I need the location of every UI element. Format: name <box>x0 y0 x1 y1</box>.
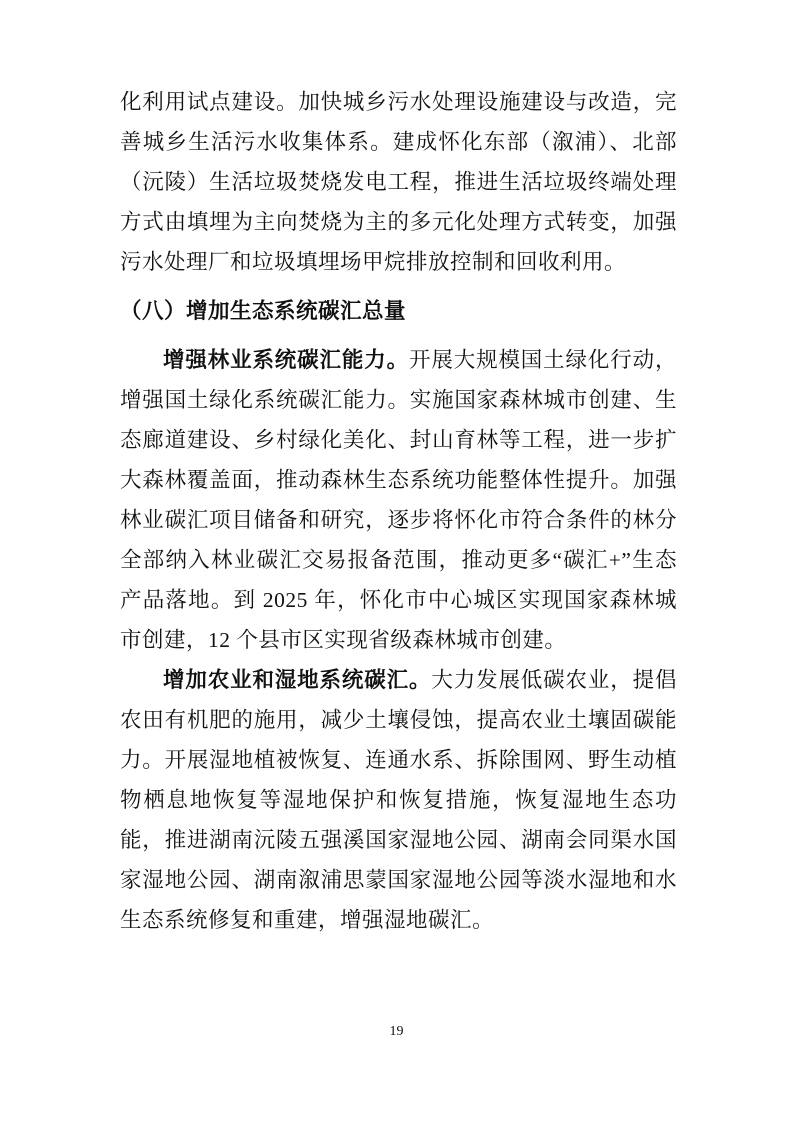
page-content <box>120 82 677 940</box>
paragraph-lead-forestry: 增强林业系统碳汇能力。 <box>163 348 409 372</box>
paragraph-body-agriculture-wetland: 大力发展低碳农业，提倡农田有机肥的施用，减少土壤侵蚀，提高农业土壤固碳能力。开展湿地植被恢复、连通水系、拆除围网、野生动植物栖息地恢复等湿地保护和恢复措施，恢复湿地生态功能，推进湖南沅陵五强溪国家湿地公园、湖南会同渠水国家湿地公园、湖南溆浦思蒙国家湿地公园等淡水湿地和水生态系统修复和重建，增强湿地碳汇。 <box>120 668 677 932</box>
paragraph-agriculture-wetland-carbon-sink <box>120 660 677 940</box>
paragraph-body-forestry: 开展大规模国土绿化行动，增强国土绿化系统碳汇能力。实施国家森林城市创建、生态廊道建设、乡村绿化美化、封山育林等工程，进一步扩大森林覆盖面，推动森林生态系统功能整体性提升。加强林业碳汇项目储备和研究，逐步将怀化市符合条件的林分全部纳入林业碳汇交易报备范围，推动更多“碳汇+”生态产品落地。到 2025 年，怀化市中心城区实现国家森林城市创建，12 个县市区实现省级森林城市创建。 <box>120 348 677 652</box>
section-heading-eight: （八）增加生态系统碳汇总量 <box>120 299 407 323</box>
paragraph-lead-agriculture-wetland: 增加农业和湿地系统碳汇。 <box>163 668 432 692</box>
paragraph-waste-water-continued: 化利用试点建设。加快城乡污水处理设施建设与改造，完善城乡生活污水收集体系。建成怀化东部（溆浦）、北部（沅陵）生活垃圾焚烧发电工程，推进生活垃圾终端处理方式由填埋为主向焚烧为主的多元化处理方式转变，加强污水处理厂和垃圾填埋场甲烷排放控制和回收利用。 <box>120 90 677 274</box>
paragraph-forestry-carbon-sink <box>120 340 677 660</box>
page-number: 19 <box>389 1024 404 1039</box>
